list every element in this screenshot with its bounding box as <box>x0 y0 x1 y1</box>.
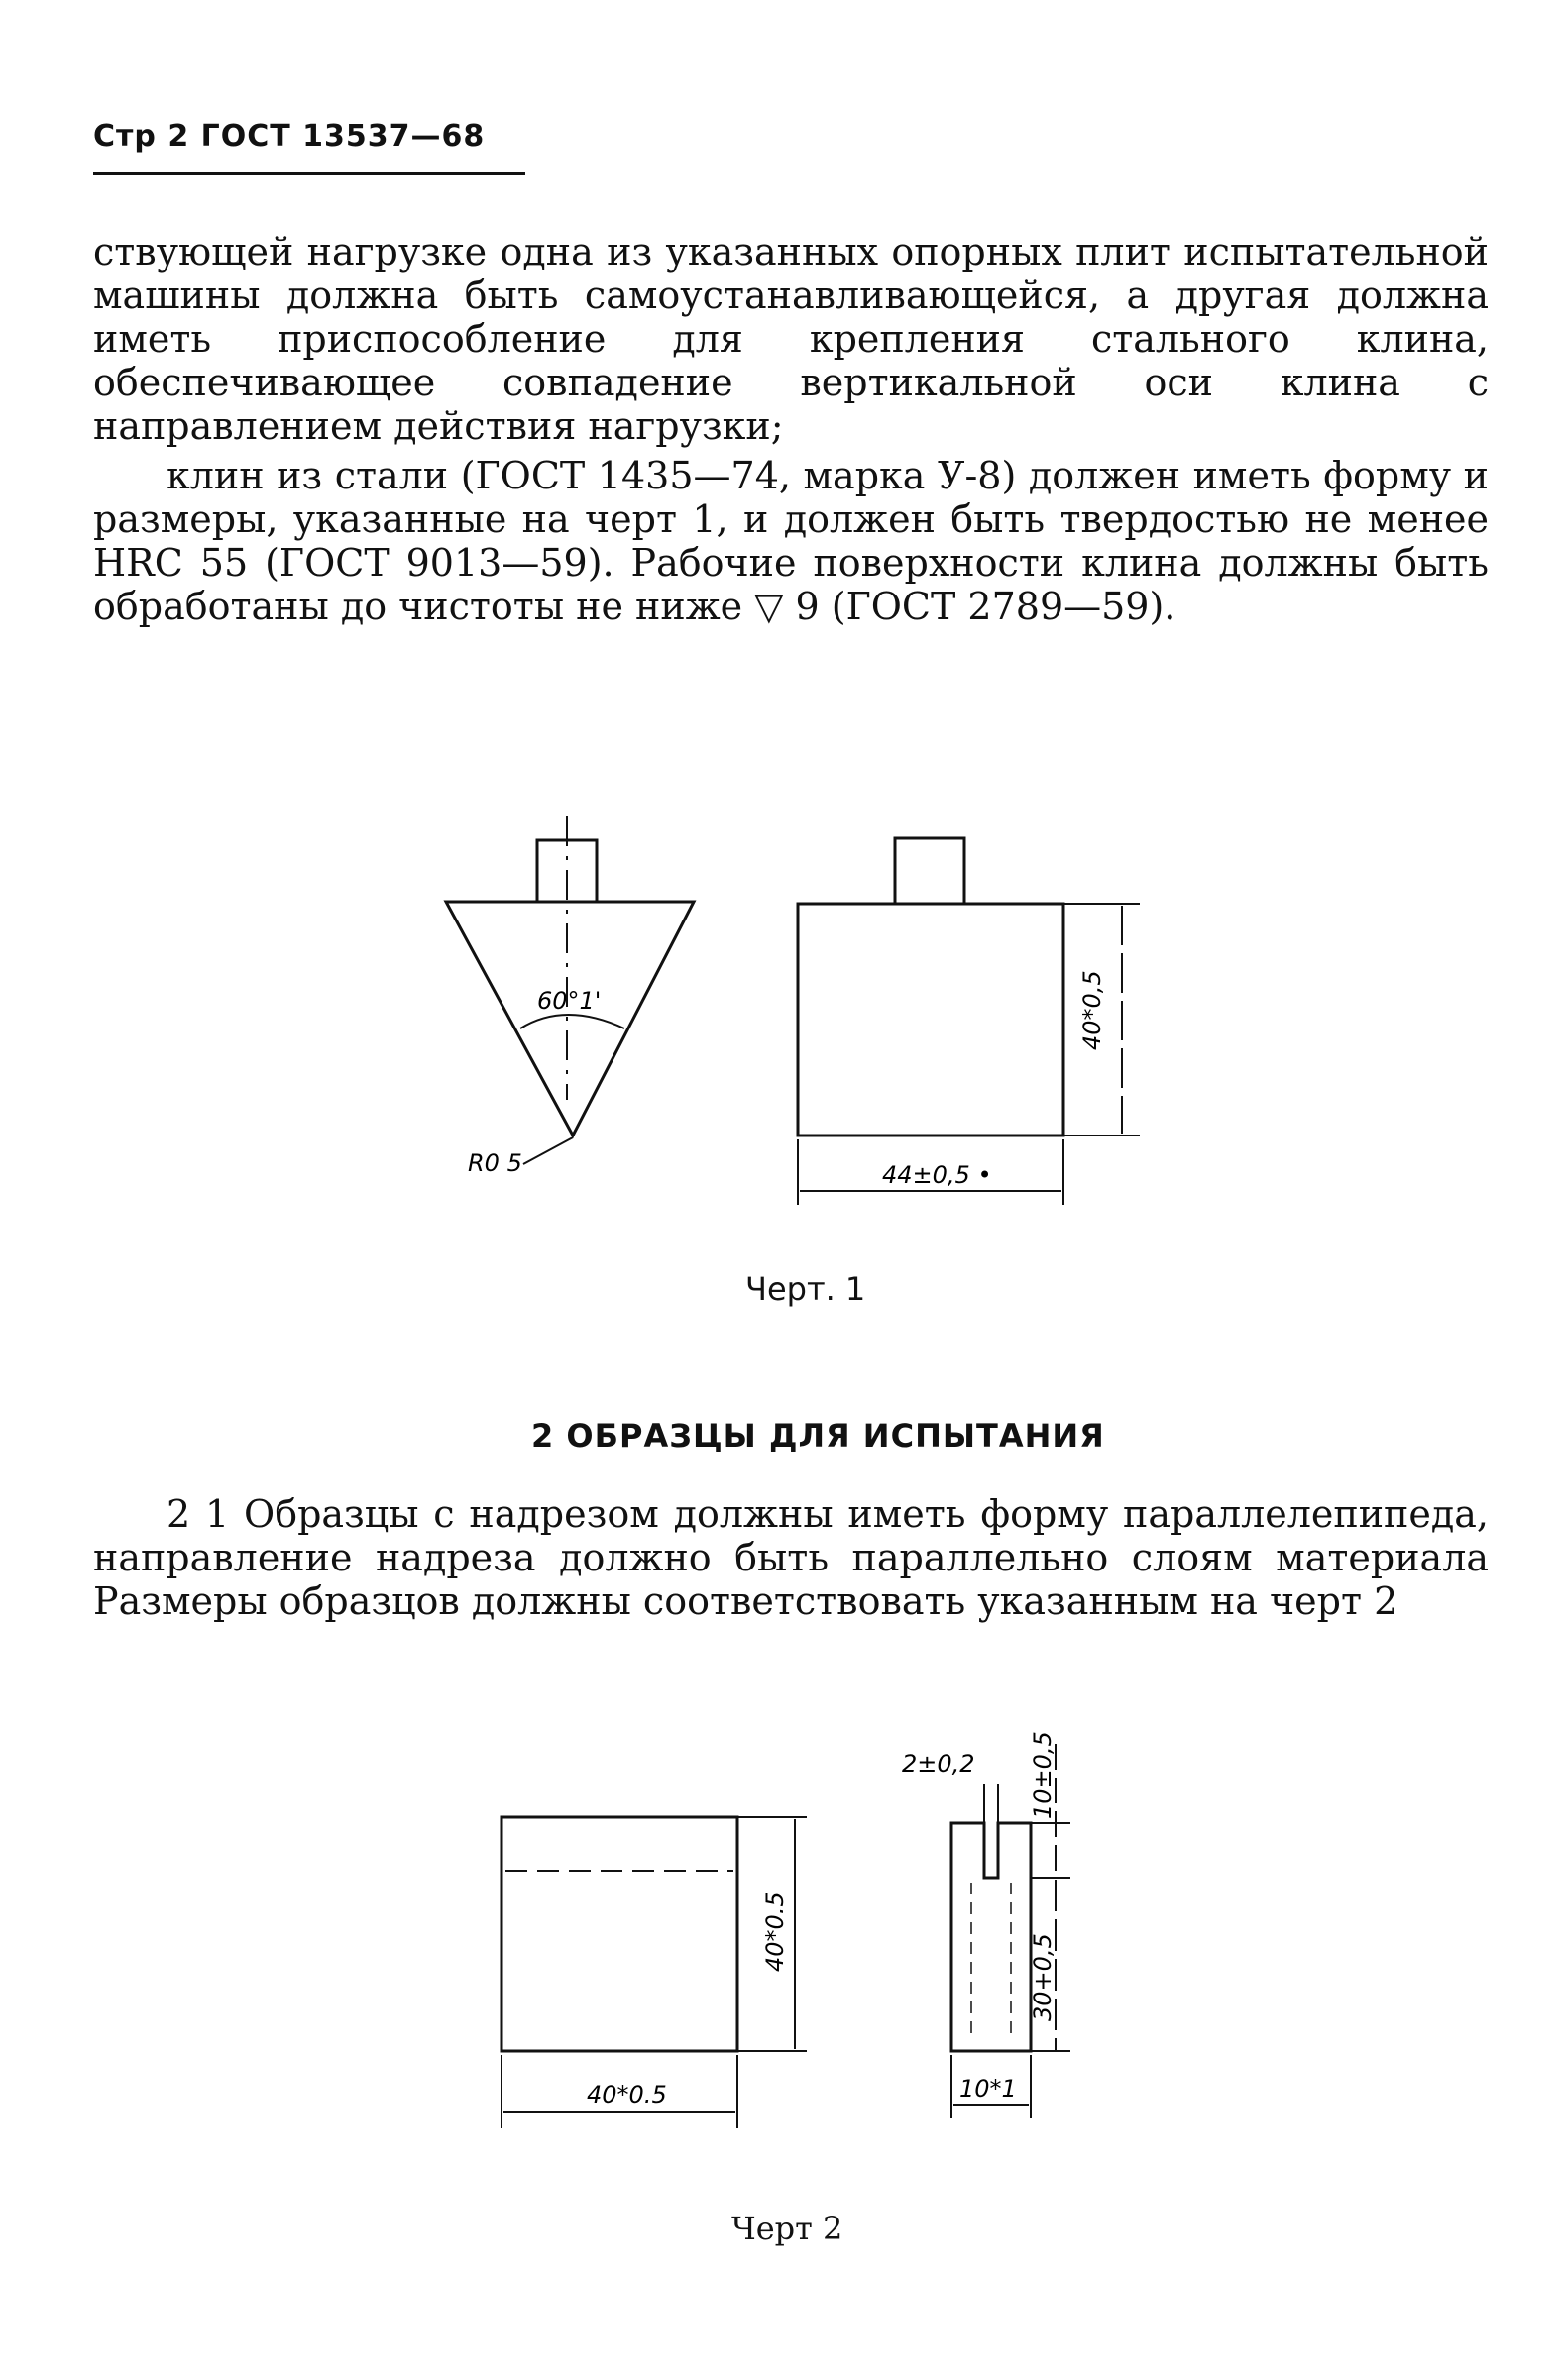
figure-2-drawing <box>476 1724 1150 2160</box>
specimen-width-label: 40*0.5 <box>587 2081 667 2109</box>
figure-1-drawing <box>416 803 1170 1239</box>
height-label: 40*0,5 <box>1078 970 1106 1050</box>
body-height-label: 30+0,5 <box>1029 1933 1057 2021</box>
paragraph-wedge-steel: клин из стали (ГОСТ 1435—74, марка У-8) должен иметь форму и размеры, указанные на черт 1, и должен быть твердостью не менее HRC 55 (ГОСТ 9013—59). Рабочие поверхности клина должны быть обработаны до чистоты не ниже ▽ 9 (ГОСТ 2789—59). <box>93 454 1489 628</box>
slot-width-label: 2±0,2 <box>902 1750 975 1778</box>
specimen-side-view <box>951 1823 1031 2051</box>
paragraph-load-plates: ствующей нагрузке одна из указанных опорных плит испытательной машины должна быть самоустанавливающейся, а другая должна иметь приспособление для крепления стального клина, обеспечивающее совпадение вертикальной оси клина с направлением действия нагрузки; <box>93 230 1489 448</box>
header-rule <box>93 172 525 175</box>
angle-label: 60°1' <box>537 987 602 1015</box>
specimen-front-view <box>502 1817 737 2051</box>
wedge-front-body <box>798 904 1063 1136</box>
wedge-triangle <box>446 902 694 1136</box>
specimen-height-label: 40*0.5 <box>761 1892 789 1972</box>
radius-label: R0 5 <box>468 1149 522 1177</box>
thickness-label: 10*1 <box>959 2075 1017 2103</box>
wedge-angle-arc <box>520 1015 624 1028</box>
wedge-front-shank <box>895 838 964 904</box>
slot-depth-label: 10±0,5 <box>1029 1731 1057 1819</box>
paragraph-specimens: 2 1 Образцы с надрезом должны иметь форму параллелепипеда, направление надреза должно быть параллельно слоям материала Размеры образцов должны соответствовать указанным на черт 2 <box>93 1492 1489 1623</box>
figure-2-caption: Черт 2 <box>731 2210 843 2247</box>
width-label: 44±0,5 • <box>882 1161 992 1189</box>
page-header: Стр 2 ГОСТ 13537—68 <box>93 119 486 154</box>
figure-1-caption: Черт. 1 <box>745 1270 866 1308</box>
section-title: 2 ОБРАЗЦЫ ДЛЯ ИСПЫТАНИЯ <box>531 1417 1105 1455</box>
radius-leader <box>523 1137 573 1164</box>
